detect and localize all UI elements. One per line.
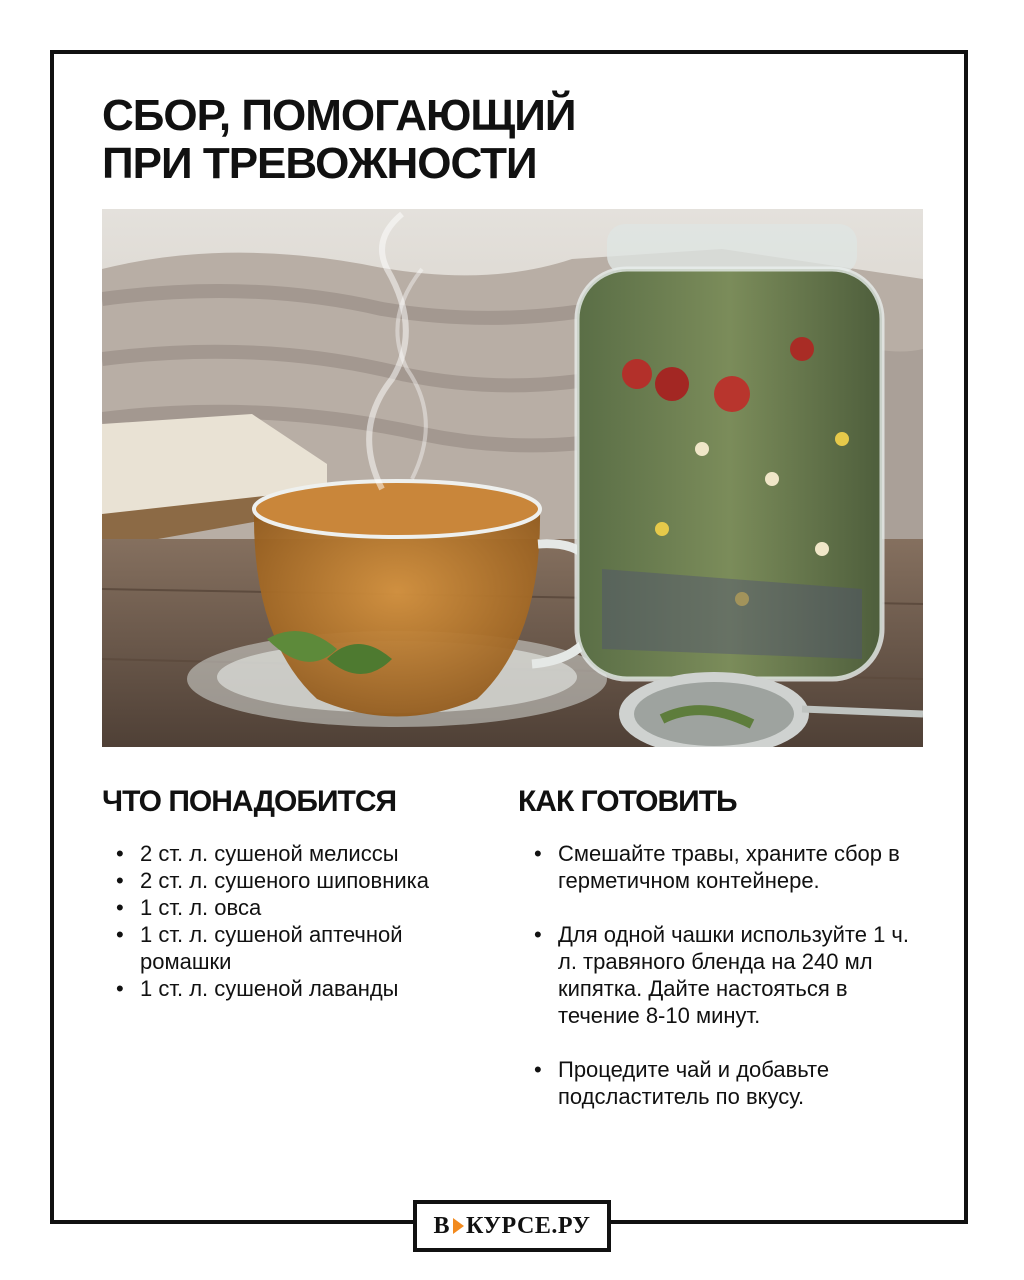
steps-heading: КАК ГОТОВИТЬ	[518, 785, 737, 818]
herbal-tea-photo	[102, 209, 923, 747]
photo-illustration	[102, 209, 923, 747]
step-item: • Процедите чай и добавьте подсластитель по вкусу.	[532, 1056, 922, 1110]
ingredient-item: • 2 ст. л. сушеной мелиссы	[114, 840, 494, 867]
step-item: • Для одной чашки используйте 1 ч. л. травяного бленда на 240 мл кипятка. Дайте настояться в течение 8-10 минут.	[532, 921, 922, 1029]
ingredients-list	[114, 840, 494, 1002]
step-item: • Смешайте травы, храните сбор в герметичном контейнере.	[532, 840, 922, 894]
title-line-1: СБОР, ПОМОГАЮЩИЙ	[102, 91, 576, 140]
ingredient-item: • 1 ст. л. сушеной аптечной ромашки	[114, 921, 494, 975]
ingredient-item: • 1 ст. л. сушеной лаванды	[114, 975, 494, 1002]
steps-list	[532, 840, 922, 1137]
ingredient-item: • 1 ст. л. овса	[114, 894, 494, 921]
page-title	[102, 92, 922, 188]
title-line-2: ПРИ ТРЕВОЖНОСТИ	[102, 139, 537, 188]
ingredients-heading: ЧТО ПОНАДОБИТСЯ	[102, 785, 397, 818]
logo-text	[433, 1213, 590, 1240]
logo-right-text: КУРСЕ.РУ	[466, 1212, 591, 1239]
play-arrow-icon	[453, 1218, 464, 1234]
site-logo[interactable]	[413, 1200, 611, 1252]
ingredient-item: • 2 ст. л. сушеного шиповника	[114, 867, 494, 894]
logo-left-text: В	[433, 1212, 450, 1239]
